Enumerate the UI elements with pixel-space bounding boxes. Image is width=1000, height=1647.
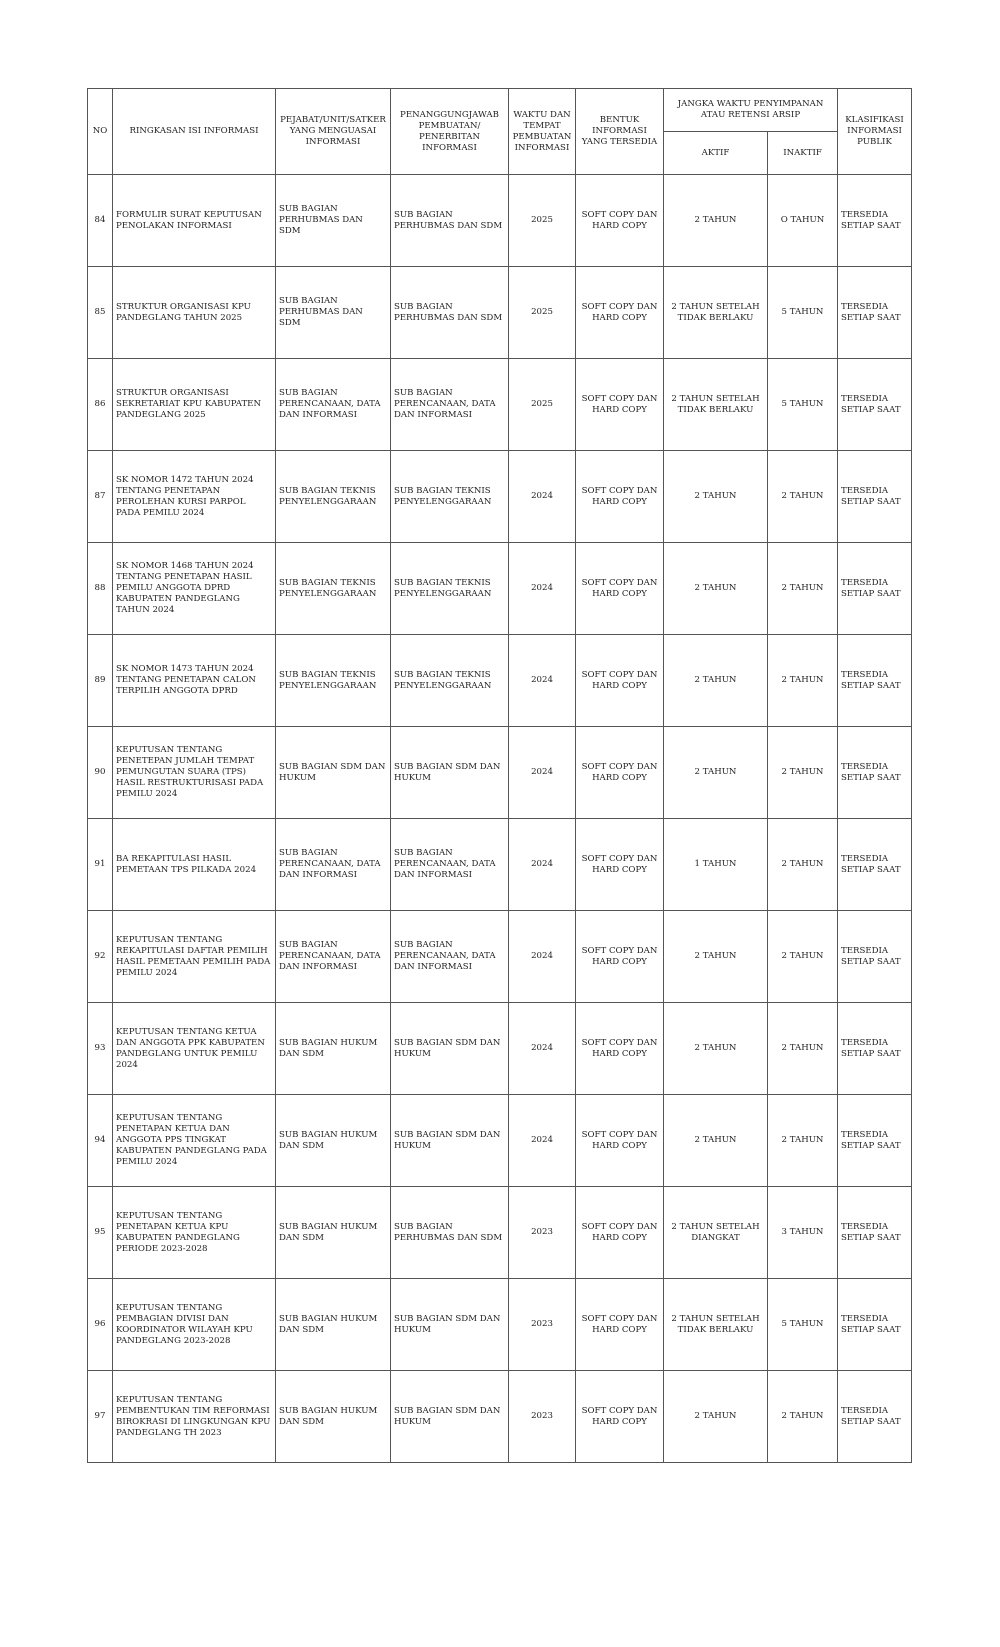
cell-inaktif: 2 TAHUN (768, 1371, 838, 1463)
cell-ringkasan: SK NOMOR 1468 TAHUN 2024 TENTANG PENETAPAN HASIL PEMILU ANGGOTA DPRD KABUPATEN PANDEGLANG TAHUN 2024 (113, 543, 276, 635)
cell-bentuk: SOFT COPY DAN HARD COPY (576, 1279, 664, 1371)
table-row (88, 819, 912, 911)
cell-bentuk: SOFT COPY DAN HARD COPY (576, 175, 664, 267)
cell-bentuk: SOFT COPY DAN HARD COPY (576, 543, 664, 635)
table-row (88, 175, 912, 267)
cell-klasifikasi: TERSEDIA SETIAP SAAT (838, 1095, 912, 1187)
cell-waktu: 2024 (509, 911, 576, 1003)
information-table (87, 88, 912, 1463)
cell-ringkasan: KEPUTUSAN TENTANG PEMBENTUKAN TIM REFORMASI BIROKRASI DI LINGKUNGAN KPU PANDEGLANG TH 2023 (113, 1371, 276, 1463)
cell-bentuk: SOFT COPY DAN HARD COPY (576, 819, 664, 911)
cell-aktif: 2 TAHUN (664, 1095, 768, 1187)
cell-waktu: 2023 (509, 1279, 576, 1371)
cell-ringkasan: STRUKTUR ORGANISASI KPU PANDEGLANG TAHUN 2025 (113, 267, 276, 359)
cell-inaktif: 2 TAHUN (768, 1003, 838, 1095)
cell-aktif: 2 TAHUN (664, 175, 768, 267)
cell-no: 90 (88, 727, 113, 819)
cell-no: 85 (88, 267, 113, 359)
table-row (88, 727, 912, 819)
cell-penanggungjawab: SUB BAGIAN PERHUBMAS DAN SDM (391, 175, 509, 267)
cell-aktif: 2 TAHUN (664, 635, 768, 727)
cell-pejabat: SUB BAGIAN PERENCANAAN, DATA DAN INFORMASI (276, 819, 391, 911)
cell-bentuk: SOFT COPY DAN HARD COPY (576, 1095, 664, 1187)
cell-ringkasan: KEPUTUSAN TENTANG REKAPITULASI DAFTAR PEMILIH HASIL PEMETAAN PEMILIH PADA PEMILU 2024 (113, 911, 276, 1003)
cell-klasifikasi: TERSEDIA SETIAP SAAT (838, 635, 912, 727)
cell-pejabat: SUB BAGIAN PERHUBMAS DAN SDM (276, 267, 391, 359)
cell-bentuk: SOFT COPY DAN HARD COPY (576, 1003, 664, 1095)
cell-inaktif: 2 TAHUN (768, 911, 838, 1003)
cell-bentuk: SOFT COPY DAN HARD COPY (576, 267, 664, 359)
cell-waktu: 2023 (509, 1371, 576, 1463)
cell-penanggungjawab: SUB BAGIAN PERENCANAAN, DATA DAN INFORMASI (391, 819, 509, 911)
cell-pejabat: SUB BAGIAN TEKNIS PENYELENGGARAAN (276, 635, 391, 727)
table-row (88, 267, 912, 359)
cell-no: 93 (88, 1003, 113, 1095)
cell-aktif: 2 TAHUN SETELAH DIANGKAT (664, 1187, 768, 1279)
cell-no: 87 (88, 451, 113, 543)
cell-klasifikasi: TERSEDIA SETIAP SAAT (838, 727, 912, 819)
cell-pejabat: SUB BAGIAN SDM DAN HUKUM (276, 727, 391, 819)
cell-klasifikasi: TERSEDIA SETIAP SAAT (838, 1187, 912, 1279)
header-klasifikasi: KLASIFIKASI INFORMASI PUBLIK (838, 89, 912, 175)
table-row (88, 1279, 912, 1371)
cell-klasifikasi: TERSEDIA SETIAP SAAT (838, 1371, 912, 1463)
table-row (88, 635, 912, 727)
cell-pejabat: SUB BAGIAN TEKNIS PENYELENGGARAAN (276, 451, 391, 543)
cell-klasifikasi: TERSEDIA SETIAP SAAT (838, 819, 912, 911)
cell-aktif: 2 TAHUN SETELAH TIDAK BERLAKU (664, 1279, 768, 1371)
cell-aktif: 2 TAHUN (664, 1371, 768, 1463)
cell-bentuk: SOFT COPY DAN HARD COPY (576, 911, 664, 1003)
table-body (88, 175, 912, 1463)
cell-aktif: 2 TAHUN (664, 727, 768, 819)
cell-pejabat: SUB BAGIAN PERHUBMAS DAN SDM (276, 175, 391, 267)
cell-no: 91 (88, 819, 113, 911)
header-penanggungjawab: PENANGGUNGJAWAB PEMBUATAN/ PENERBITAN INFORMASI (391, 89, 509, 175)
cell-aktif: 2 TAHUN (664, 911, 768, 1003)
table-row (88, 1095, 912, 1187)
cell-bentuk: SOFT COPY DAN HARD COPY (576, 1187, 664, 1279)
cell-klasifikasi: TERSEDIA SETIAP SAAT (838, 1003, 912, 1095)
cell-aktif: 1 TAHUN (664, 819, 768, 911)
cell-pejabat: SUB BAGIAN HUKUM DAN SDM (276, 1279, 391, 1371)
cell-klasifikasi: TERSEDIA SETIAP SAAT (838, 175, 912, 267)
header-bentuk: BENTUK INFORMASI YANG TERSEDIA (576, 89, 664, 175)
cell-no: 94 (88, 1095, 113, 1187)
cell-inaktif: 5 TAHUN (768, 267, 838, 359)
cell-aktif: 2 TAHUN SETELAH TIDAK BERLAKU (664, 359, 768, 451)
cell-pejabat: SUB BAGIAN HUKUM DAN SDM (276, 1003, 391, 1095)
cell-no: 84 (88, 175, 113, 267)
cell-penanggungjawab: SUB BAGIAN PERENCANAAN, DATA DAN INFORMASI (391, 359, 509, 451)
cell-waktu: 2024 (509, 635, 576, 727)
cell-waktu: 2025 (509, 359, 576, 451)
cell-penanggungjawab: SUB BAGIAN PERHUBMAS DAN SDM (391, 267, 509, 359)
cell-ringkasan: KEPUTUSAN TENTANG KETUA DAN ANGGOTA PPK KABUPATEN PANDEGLANG UNTUK PEMILU 2024 (113, 1003, 276, 1095)
cell-waktu: 2023 (509, 1187, 576, 1279)
cell-penanggungjawab: SUB BAGIAN SDM DAN HUKUM (391, 1279, 509, 1371)
cell-inaktif: O TAHUN (768, 175, 838, 267)
cell-inaktif: 2 TAHUN (768, 543, 838, 635)
cell-waktu: 2024 (509, 1095, 576, 1187)
cell-klasifikasi: TERSEDIA SETIAP SAAT (838, 543, 912, 635)
cell-bentuk: SOFT COPY DAN HARD COPY (576, 359, 664, 451)
table-row (88, 911, 912, 1003)
header-inaktif: INAKTIF (768, 132, 838, 175)
header-waktu: WAKTU DAN TEMPAT PEMBUATAN INFORMASI (509, 89, 576, 175)
cell-ringkasan: BA REKAPITULASI HASIL PEMETAAN TPS PILKADA 2024 (113, 819, 276, 911)
cell-klasifikasi: TERSEDIA SETIAP SAAT (838, 267, 912, 359)
cell-penanggungjawab: SUB BAGIAN TEKNIS PENYELENGGARAAN (391, 543, 509, 635)
cell-ringkasan: KEPUTUSAN TENTANG PEMBAGIAN DIVISI DAN KOORDINATOR WILAYAH KPU PANDEGLANG 2023-2028 (113, 1279, 276, 1371)
cell-no: 95 (88, 1187, 113, 1279)
cell-no: 92 (88, 911, 113, 1003)
cell-aktif: 2 TAHUN (664, 543, 768, 635)
cell-waktu: 2024 (509, 1003, 576, 1095)
cell-ringkasan: SK NOMOR 1472 TAHUN 2024 TENTANG PENETAPAN PEROLEHAN KURSI PARPOL PADA PEMILU 2024 (113, 451, 276, 543)
cell-inaktif: 2 TAHUN (768, 451, 838, 543)
header-jangka-waktu: JANGKA WAKTU PENYIMPANAN ATAU RETENSI ARSIP (664, 89, 838, 132)
cell-klasifikasi: TERSEDIA SETIAP SAAT (838, 1279, 912, 1371)
cell-waktu: 2024 (509, 451, 576, 543)
cell-waktu: 2024 (509, 727, 576, 819)
cell-waktu: 2024 (509, 819, 576, 911)
cell-penanggungjawab: SUB BAGIAN TEKNIS PENYELENGGARAAN (391, 451, 509, 543)
cell-pejabat: SUB BAGIAN PERENCANAAN, DATA DAN INFORMASI (276, 911, 391, 1003)
cell-no: 88 (88, 543, 113, 635)
table-row (88, 1371, 912, 1463)
cell-no: 96 (88, 1279, 113, 1371)
cell-bentuk: SOFT COPY DAN HARD COPY (576, 635, 664, 727)
cell-penanggungjawab: SUB BAGIAN PERHUBMAS DAN SDM (391, 1187, 509, 1279)
cell-penanggungjawab: SUB BAGIAN TEKNIS PENYELENGGARAAN (391, 635, 509, 727)
header-ringkasan: RINGKASAN ISI INFORMASI (113, 89, 276, 175)
cell-ringkasan: SK NOMOR 1473 TAHUN 2024 TENTANG PENETAPAN CALON TERPILIH ANGGOTA DPRD (113, 635, 276, 727)
cell-waktu: 2024 (509, 543, 576, 635)
cell-pejabat: SUB BAGIAN HUKUM DAN SDM (276, 1187, 391, 1279)
cell-waktu: 2025 (509, 175, 576, 267)
header-aktif: AKTIF (664, 132, 768, 175)
cell-pejabat: SUB BAGIAN HUKUM DAN SDM (276, 1371, 391, 1463)
cell-ringkasan: FORMULIR SURAT KEPUTUSAN PENOLAKAN INFORMASI (113, 175, 276, 267)
cell-bentuk: SOFT COPY DAN HARD COPY (576, 1371, 664, 1463)
cell-no: 89 (88, 635, 113, 727)
cell-inaktif: 2 TAHUN (768, 635, 838, 727)
cell-pejabat: SUB BAGIAN TEKNIS PENYELENGGARAAN (276, 543, 391, 635)
cell-penanggungjawab: SUB BAGIAN SDM DAN HUKUM (391, 1003, 509, 1095)
cell-penanggungjawab: SUB BAGIAN SDM DAN HUKUM (391, 1095, 509, 1187)
cell-bentuk: SOFT COPY DAN HARD COPY (576, 451, 664, 543)
cell-inaktif: 5 TAHUN (768, 1279, 838, 1371)
cell-inaktif: 5 TAHUN (768, 359, 838, 451)
cell-penanggungjawab: SUB BAGIAN SDM DAN HUKUM (391, 1371, 509, 1463)
cell-no: 97 (88, 1371, 113, 1463)
table-row (88, 451, 912, 543)
table-row (88, 1003, 912, 1095)
cell-aktif: 2 TAHUN SETELAH TIDAK BERLAKU (664, 267, 768, 359)
cell-klasifikasi: TERSEDIA SETIAP SAAT (838, 451, 912, 543)
cell-ringkasan: STRUKTUR ORGANISASI SEKRETARIAT KPU KABUPATEN PANDEGLANG 2025 (113, 359, 276, 451)
cell-pejabat: SUB BAGIAN PERENCANAAN, DATA DAN INFORMASI (276, 359, 391, 451)
cell-aktif: 2 TAHUN (664, 1003, 768, 1095)
cell-klasifikasi: TERSEDIA SETIAP SAAT (838, 911, 912, 1003)
cell-aktif: 2 TAHUN (664, 451, 768, 543)
cell-penanggungjawab: SUB BAGIAN PERENCANAAN, DATA DAN INFORMASI (391, 911, 509, 1003)
cell-inaktif: 2 TAHUN (768, 819, 838, 911)
cell-ringkasan: KEPUTUSAN TENTANG PENETEPAN JUMLAH TEMPAT PEMUNGUTAN SUARA (TPS) HASIL RESTRUKTURISASI PADA PEMILU 2024 (113, 727, 276, 819)
table-row (88, 543, 912, 635)
cell-inaktif: 2 TAHUN (768, 727, 838, 819)
table-row (88, 1187, 912, 1279)
cell-pejabat: SUB BAGIAN HUKUM DAN SDM (276, 1095, 391, 1187)
cell-ringkasan: KEPUTUSAN TENTANG PENETAPAN KETUA KPU KABUPATEN PANDEGLANG PERIODE 2023-2028 (113, 1187, 276, 1279)
cell-waktu: 2025 (509, 267, 576, 359)
cell-no: 86 (88, 359, 113, 451)
table-row (88, 359, 912, 451)
cell-ringkasan: KEPUTUSAN TENTANG PENETAPAN KETUA DAN ANGGOTA PPS TINGKAT KABUPATEN PANDEGLANG PADA PEMILU 2024 (113, 1095, 276, 1187)
cell-inaktif: 2 TAHUN (768, 1095, 838, 1187)
header-no: NO (88, 89, 113, 175)
cell-inaktif: 3 TAHUN (768, 1187, 838, 1279)
cell-penanggungjawab: SUB BAGIAN SDM DAN HUKUM (391, 727, 509, 819)
header-pejabat: PEJABAT/UNIT/SATKER YANG MENGUASAI INFORMASI (276, 89, 391, 175)
cell-klasifikasi: TERSEDIA SETIAP SAAT (838, 359, 912, 451)
cell-bentuk: SOFT COPY DAN HARD COPY (576, 727, 664, 819)
